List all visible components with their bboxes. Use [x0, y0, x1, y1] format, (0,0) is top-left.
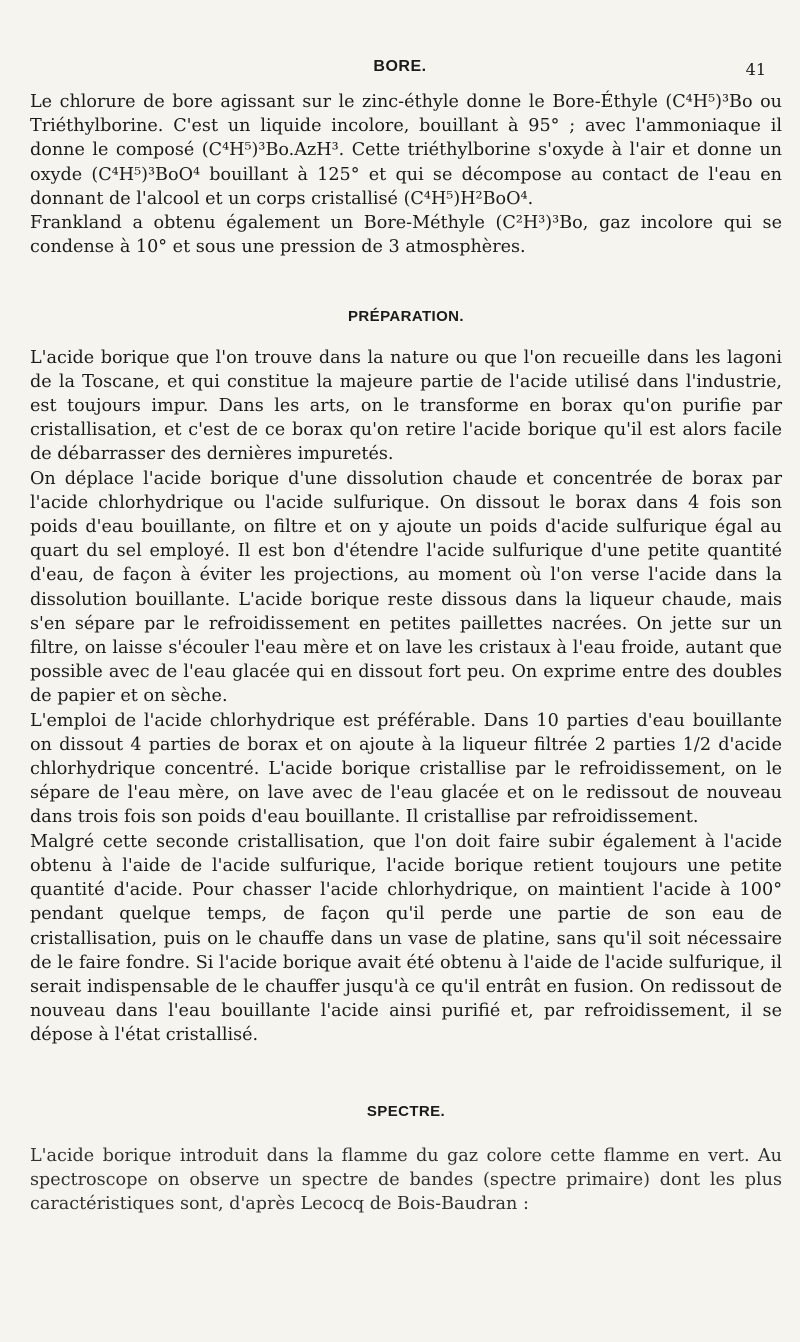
section-heading-spectre: SPECTRE.: [366, 1102, 446, 1120]
intro-paragraph-2: Frankland a obtenu également un Bore-Méthyle (C²H³)³Bo, gaz incolore qui se condense à 10° et sous une pression de 3 atmosphères.: [30, 213, 782, 258]
preparation-paragraph-2: On déplace l'acide borique d'une dissolution chaude et concentrée de borax par l'acide chlorhydrique ou l'acide sulfurique. On dissout le borax dans 4 fois son poids d'eau bouillante, on filtre et on y ajoute un poids d'acide sulfurique égal au quart du sel employé. Il est bon d'étendre l'acide sulfurique d'une petite quantité d'eau, de façon à éviter les projections, au moment où l'on verse l'acide dans la dissolution bouillante. L'acide borique reste dissous dans la liqueur chaude, mais s'en sépare par le refroidissement en petites paillettes nacrées. On jette sur un filtre, on laisse s'écouler l'eau mère et on lave les cristaux à l'eau froide, autant que possible avec de l'eau glacée qui en dissout fort peu. On exprime entre des doubles de papier et on sèche.: [30, 468, 782, 707]
section-heading-preparation: PRÉPARATION.: [348, 308, 464, 326]
page-number: 41: [745, 60, 766, 79]
preparation-paragraph-1: L'acide borique que l'on trouve dans la nature ou que l'on recueille dans les lagoni de la Toscane, et qui constitue la majeure partie de l'acide utilisé dans l'industrie, est toujours impur. Dans les arts, on le transforme en borax qu'on purifie par cristallisation, et c'est de ce borax qu'on retire l'acide borique qu'il est alors facile de débarrasser des dernières impuretés.: [30, 347, 782, 465]
running-title: BORE.: [373, 58, 427, 75]
page-header: [0, 58, 800, 84]
preparation-paragraph-3: L'emploi de l'acide chlorhydrique est préférable. Dans 10 parties d'eau bouillante on dissout 4 parties de borax et on ajoute à la liqueur filtrée 2 parties 1/2 d'acide chlorhydrique concentré. L'acide borique cristallise par le refroidissement, on le sépare de l'eau mère, on lave avec de l'eau glacée et on le redissout de nouveau dans trois fois son poids d'eau bouillante. Il cristallise par refroidissement.: [30, 710, 782, 828]
spectre-paragraph-1: L'acide borique introduit dans la flamme du gaz colore cette flamme en vert. Au spectroscope on observe un spectre de bandes (spectre primaire) dont les plus caractéristiques sont, d'après Lecocq de Bois-Baudran :: [30, 1145, 782, 1215]
preparation-paragraph-4: Malgré cette seconde cristallisation, que l'on doit faire subir également à l'acide obtenu à l'aide de l'acide sulfurique, l'acide borique retient toujours une petite quantité d'acide. Pour chasser l'acide chlorhydrique, on maintient l'acide à 100° pendant quelque temps, de façon qu'il perde une partie de son eau de cristallisation, puis on le chauffe dans un vase de platine, sans qu'il soit nécessaire de le faire fondre. Si l'acide borique avait été obtenu à l'aide de l'acide sulfurique, il serait indispensable de le chauffer jusqu'à ce qu'il entrât en fusion. On redissout de nouveau dans l'eau bouillante l'acide ainsi purifié et, par refroidissement, il se dépose à l'état cristallisé.: [30, 831, 782, 1046]
intro-paragraph-1: Le chlorure de bore agissant sur le zinc-éthyle donne le Bore-Éthyle (C⁴H⁵)³Bo ou Triéthylborine. C'est un liquide incolore, bouillant à 95° ; avec l'ammoniaque il donne le composé (C⁴H⁵)³Bo.AzH³. Cette triéthylborine s'oxyde à l'air et donne un oxyde (C⁴H⁵)³BoO⁴ bouillant à 125° et qui se décompose au contact de l'eau en donnant de l'alcool et un corps cristallisé (C⁴H⁵)H²BoO⁴.: [30, 92, 782, 209]
body-text: [30, 90, 782, 1216]
